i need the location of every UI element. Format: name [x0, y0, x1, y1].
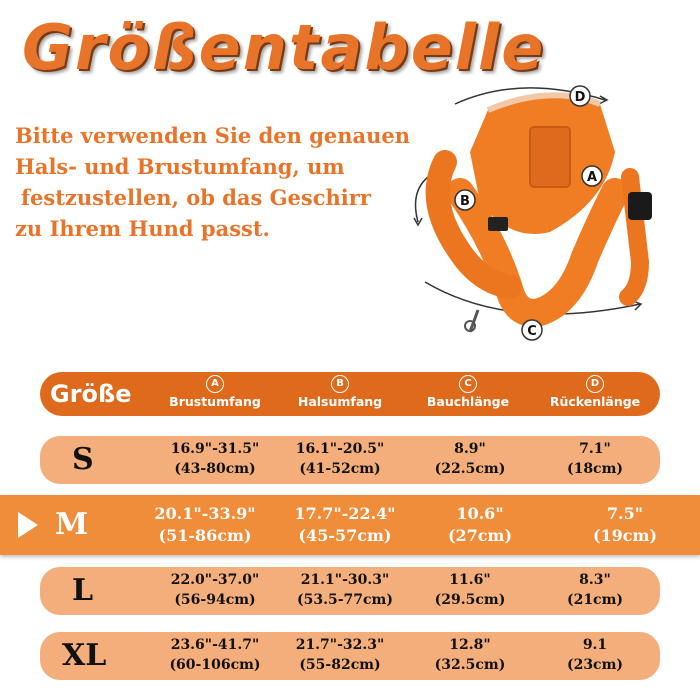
- marker-c-label: C: [527, 324, 537, 339]
- value-cm: (51-86cm): [158, 526, 252, 545]
- intro-text: [15, 120, 425, 244]
- column-label: Rückenlänge: [549, 394, 641, 409]
- table-cell-halsumfang: [290, 503, 400, 547]
- table-cell-rueckenlaenge: [545, 439, 645, 479]
- table-cell-bauchlaenge: [420, 439, 520, 479]
- marker-a: [582, 166, 602, 186]
- value-cm: (60-106cm): [169, 657, 261, 673]
- value-cm: (53.5-77cm): [297, 592, 393, 608]
- column-label: Halsumfang: [297, 394, 383, 409]
- size-label: L: [72, 573, 94, 608]
- intro-line: Bitte verwenden Sie den genauen: [15, 123, 411, 148]
- table-header: [40, 372, 660, 416]
- column-header-brustumfang: [165, 375, 265, 409]
- size-label: XL: [62, 638, 107, 673]
- value-inches: 21.1"-30.3": [300, 572, 390, 588]
- table-cell-halsumfang: [290, 570, 400, 610]
- value-inches: 11.6": [449, 572, 491, 588]
- value-cm: (29.5cm): [434, 592, 506, 608]
- table-cell-brustumfang: [150, 503, 260, 547]
- value-inches: 7.5": [606, 504, 644, 523]
- column-header-bauchlaenge: [418, 375, 518, 409]
- marker-d: [570, 86, 590, 106]
- value-inches: 9.1: [582, 637, 608, 653]
- value-inches: 16.9"-31.5": [170, 441, 260, 457]
- marker-d-label: D: [574, 90, 586, 105]
- value-cm: (21cm): [566, 592, 624, 608]
- selected-arrow-icon: [18, 512, 38, 538]
- column-letter-d: D: [586, 375, 604, 393]
- table-row-l: [40, 567, 660, 615]
- value-cm: (55-82cm): [299, 657, 381, 673]
- table-cell-bauchlaenge: [420, 635, 520, 675]
- table-cell-halsumfang: [290, 439, 390, 479]
- value-cm: (43-80cm): [174, 461, 256, 477]
- table-row-xl: [40, 632, 660, 680]
- table-row-s: [40, 436, 660, 484]
- table-cell-bauchlaenge: [430, 503, 530, 547]
- intro-line: zu Ihrem Hund passt.: [15, 216, 270, 241]
- column-letter-b: B: [331, 375, 349, 393]
- size-column-header: Größe: [50, 380, 132, 408]
- value-inches: 10.6": [456, 504, 504, 523]
- value-inches: 21.7"-32.3": [295, 637, 385, 653]
- value-inches: 16.1"-20.5": [295, 441, 385, 457]
- value-inches: 23.6"-41.7": [170, 637, 260, 653]
- value-inches: 8.9": [454, 441, 486, 457]
- size-label: S: [72, 442, 94, 477]
- table-cell-rueckenlaenge: [545, 635, 645, 675]
- table-cell-brustumfang: [165, 635, 265, 675]
- value-cm: (27cm): [447, 526, 513, 545]
- value-inches: 20.1"-33.9": [154, 504, 256, 523]
- table-row-m-selected: [0, 495, 700, 555]
- harness-diagram: [400, 82, 695, 347]
- table-cell-bauchlaenge: [420, 570, 520, 610]
- value-cm: (56-94cm): [174, 592, 256, 608]
- harness-buckle: [628, 192, 652, 220]
- marker-a-label: A: [586, 170, 598, 185]
- page-title: Größentabelle: [22, 11, 546, 84]
- marker-b-label: B: [460, 194, 470, 209]
- value-inches: 22.0"-37.0": [170, 572, 260, 588]
- value-inches: 8.3": [579, 572, 611, 588]
- intro-line: Hals- und Brustumfang, um: [15, 154, 345, 179]
- table-cell-brustumfang: [165, 570, 265, 610]
- column-label: Brustumfang: [169, 394, 261, 409]
- table-cell-halsumfang: [290, 635, 390, 675]
- marker-b: [455, 190, 475, 210]
- column-letter-a: A: [206, 375, 224, 393]
- value-cm: (41-52cm): [299, 461, 381, 477]
- value-inches: 7.1": [579, 441, 611, 457]
- column-letter-c: C: [459, 375, 477, 393]
- value-cm: (23cm): [566, 657, 624, 673]
- value-cm: (32.5cm): [434, 657, 506, 673]
- value-cm: (22.5cm): [434, 461, 506, 477]
- size-label: M: [55, 507, 89, 542]
- value-cm: (18cm): [566, 461, 624, 477]
- column-label: Bauchlänge: [426, 394, 510, 409]
- intro-line: festzustellen, ob das Geschirr: [21, 185, 371, 210]
- marker-c: [522, 320, 542, 340]
- column-header-rueckenlaenge: [545, 375, 645, 409]
- table-cell-rueckenlaenge: [575, 503, 675, 547]
- table-cell-rueckenlaenge: [545, 570, 645, 610]
- value-cm: (19cm): [592, 526, 658, 545]
- column-header-halsumfang: [290, 375, 390, 409]
- value-inches: 12.8": [449, 637, 491, 653]
- table-cell-brustumfang: [165, 439, 265, 479]
- value-inches: 17.7"-22.4": [294, 504, 396, 523]
- value-cm: (45-57cm): [298, 526, 392, 545]
